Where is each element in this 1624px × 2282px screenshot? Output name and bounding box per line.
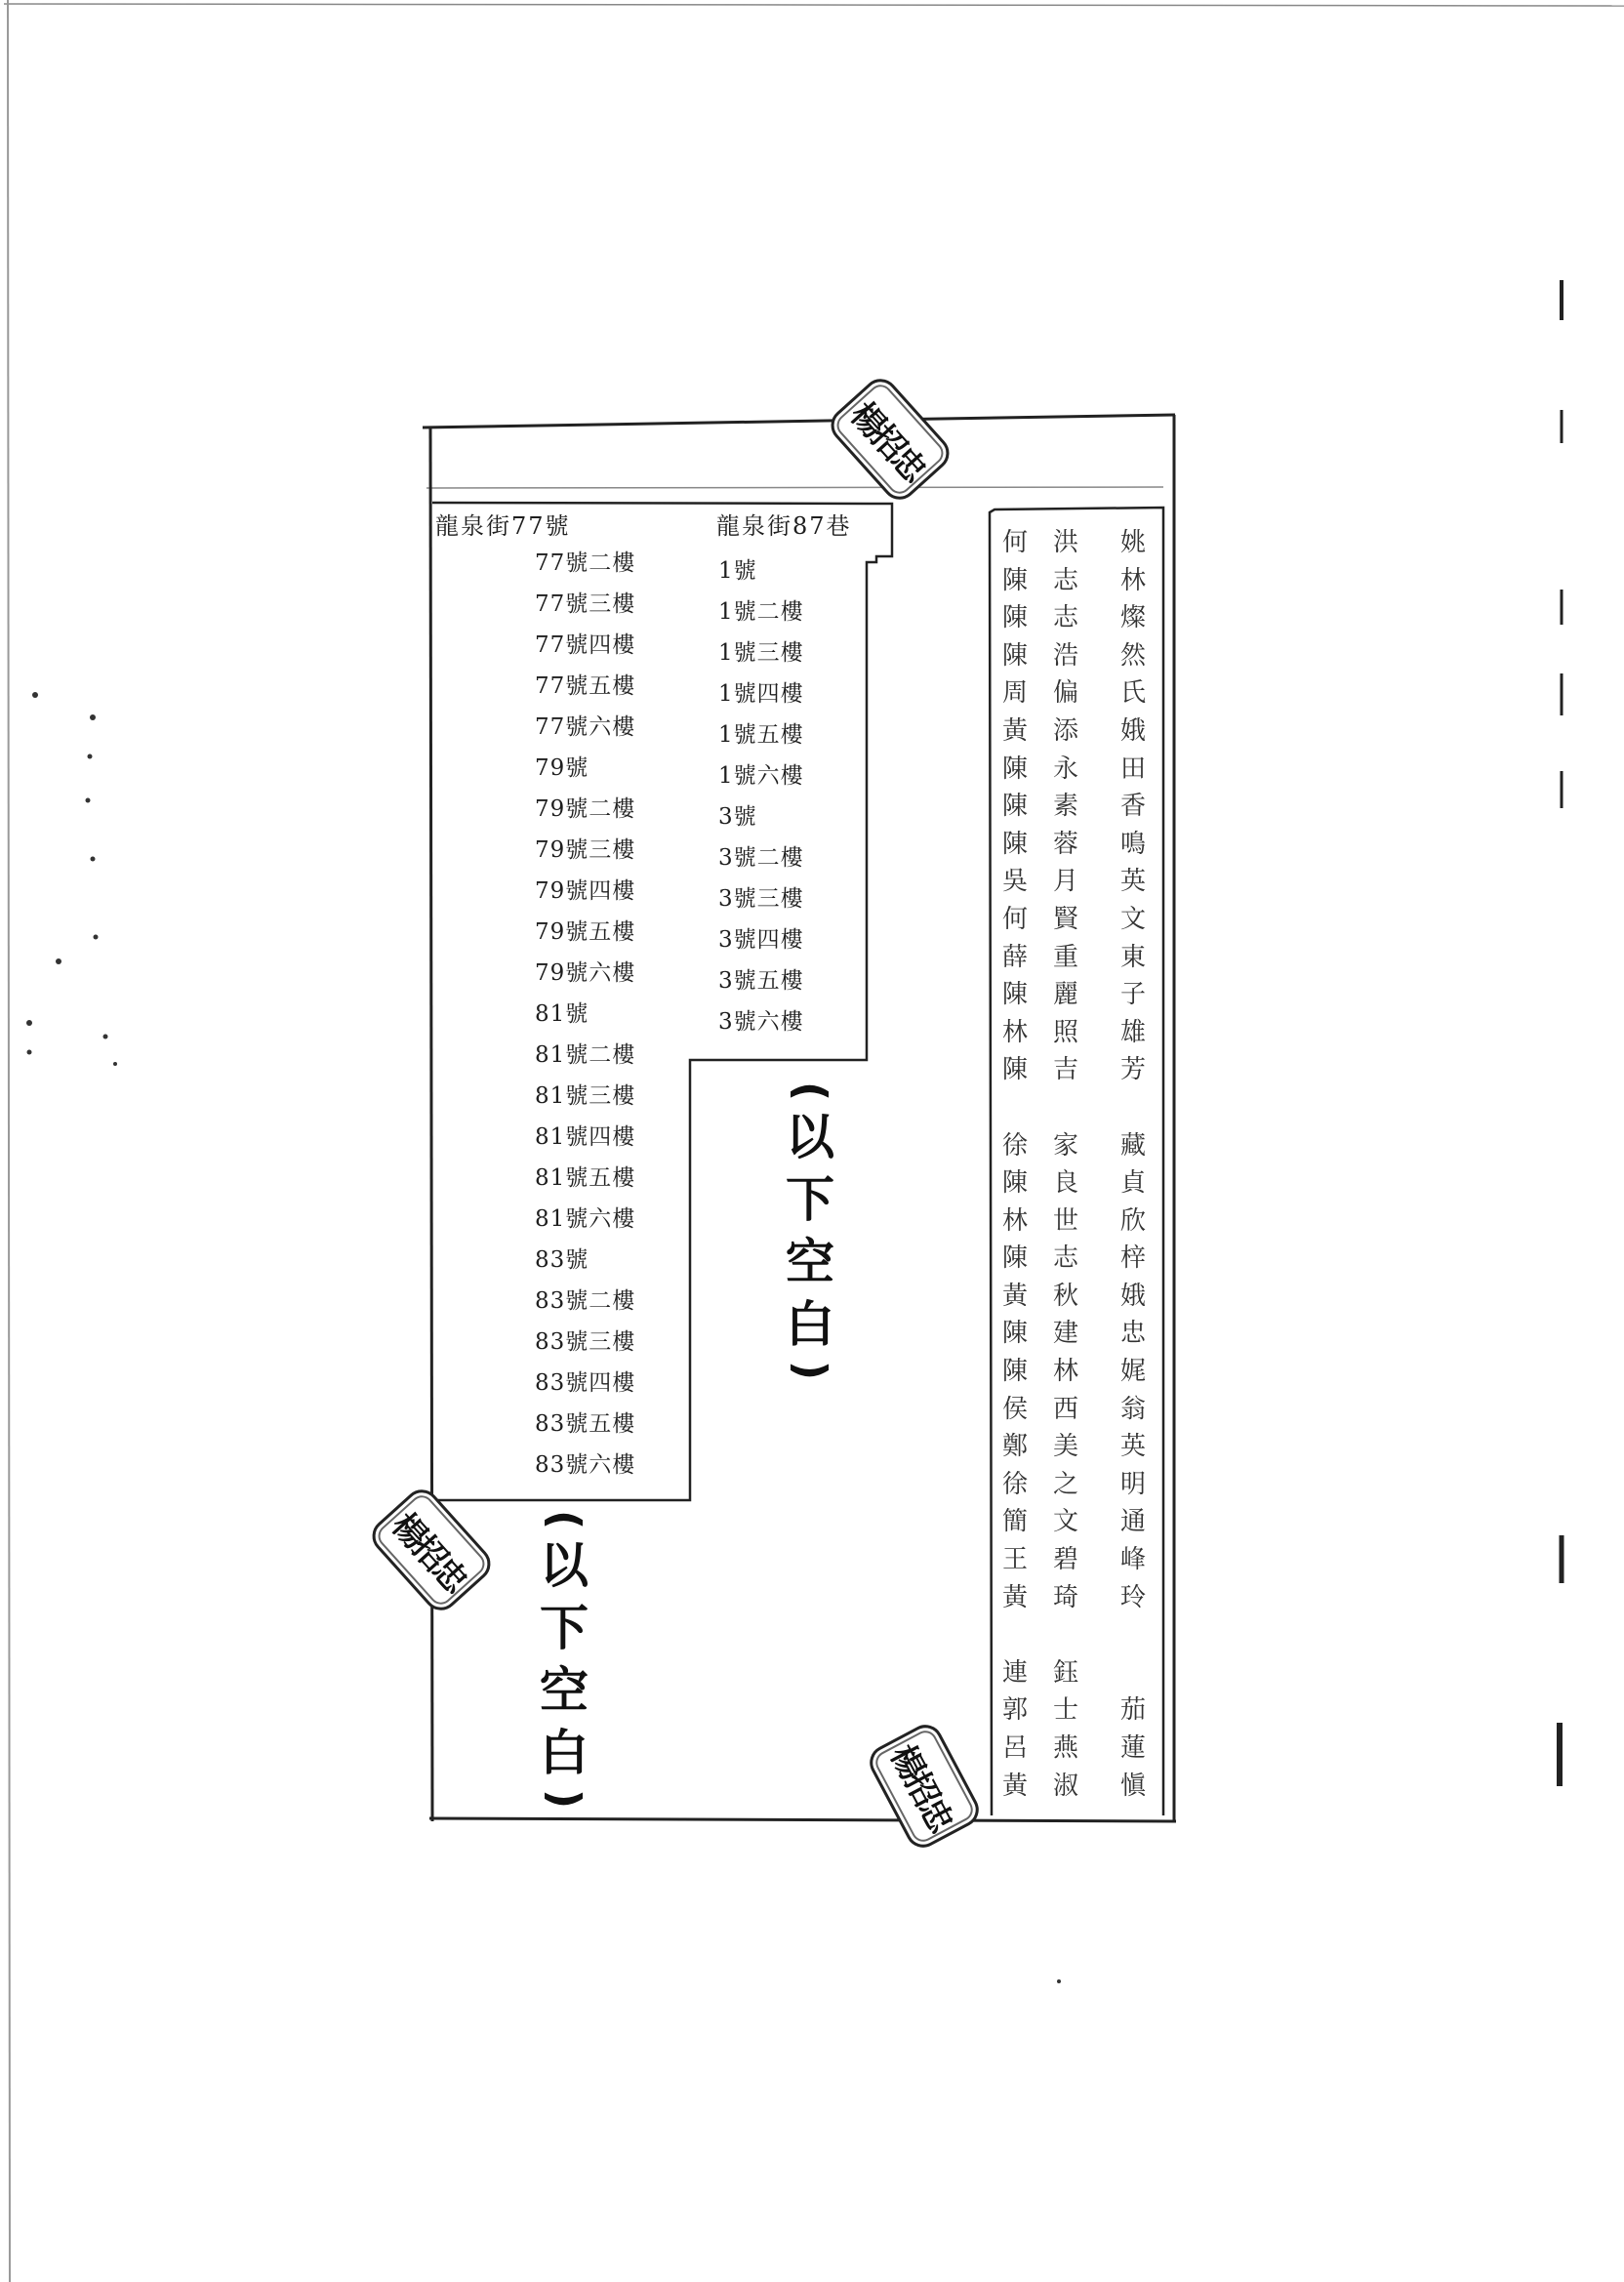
address-unit: 81號六樓	[535, 1206, 636, 1232]
address-unit: 77號四樓	[535, 632, 636, 658]
address-unit: 1號六樓	[718, 763, 804, 789]
close-paren: )	[786, 1360, 835, 1381]
name-char: 文	[1119, 904, 1146, 934]
name-char: 之	[1052, 1469, 1078, 1499]
close-paren: )	[540, 1788, 589, 1810]
address-unit: 3號	[718, 804, 757, 830]
name-char: 良	[1052, 1168, 1078, 1199]
name-char: 陳	[1001, 1168, 1028, 1199]
name-char: 周	[1001, 678, 1028, 709]
names-column-1	[995, 524, 1035, 1805]
address-list-right	[718, 550, 804, 1042]
name-char: 美	[1052, 1432, 1078, 1462]
address-unit: 83號二樓	[535, 1288, 636, 1314]
address-unit: 1號五樓	[718, 722, 804, 748]
name-char: 簡	[1001, 1507, 1028, 1537]
name-char: 陳	[1001, 1055, 1028, 1085]
name-char: 陳	[1001, 1243, 1028, 1274]
name-char: 通	[1119, 1507, 1146, 1537]
blank-note-char: 空	[540, 1662, 589, 1719]
name-char: 蓮	[1119, 1733, 1146, 1763]
name-char: 子	[1119, 980, 1146, 1010]
name-char: 王	[1001, 1545, 1028, 1575]
seal-stamp: 楊招忠	[365, 1483, 498, 1617]
open-paren: (	[540, 1509, 589, 1530]
name-char: 香	[1119, 792, 1146, 822]
name-char: 陳	[1001, 565, 1028, 595]
name-char: 陳	[1001, 754, 1028, 784]
name-char: 娥	[1119, 1281, 1146, 1311]
name-char: 氏	[1119, 678, 1146, 709]
name-char: 田	[1119, 754, 1146, 784]
address-unit: 1號三樓	[718, 640, 804, 666]
name-char: 林	[1052, 1357, 1078, 1387]
name-char: 偏	[1052, 678, 1078, 709]
name-char: 薛	[1001, 942, 1028, 972]
name-char: 陳	[1001, 603, 1028, 633]
name-char: 燕	[1052, 1733, 1078, 1763]
name-char: 鳴	[1119, 829, 1146, 859]
name-char: 蓉	[1052, 829, 1078, 859]
address-unit: 3號二樓	[718, 845, 804, 871]
name-char: 陳	[1001, 792, 1028, 822]
name-char	[1114, 1616, 1153, 1654]
name-char: 重	[1052, 942, 1078, 972]
address-unit: 81號	[535, 1001, 589, 1027]
name-char: 呂	[1001, 1733, 1028, 1763]
blank-below-note	[778, 1077, 842, 1385]
name-char: 黃	[1001, 1771, 1028, 1801]
name-char: 芳	[1119, 1055, 1146, 1085]
name-char: 碧	[1052, 1545, 1078, 1575]
address-unit: 81號五樓	[535, 1165, 636, 1191]
name-char: 賢	[1052, 904, 1078, 934]
name-char: 琦	[1052, 1582, 1078, 1612]
blank-note-char: 以	[540, 1537, 589, 1594]
blank-note-char: 下	[540, 1600, 589, 1656]
address-unit: 81號三樓	[535, 1083, 636, 1109]
name-char: 黃	[1001, 1281, 1028, 1311]
name-char: 照	[1052, 1017, 1078, 1047]
name-char: 娥	[1119, 715, 1146, 746]
name-char: 鈺	[1052, 1657, 1078, 1688]
name-char: 英	[1119, 1432, 1146, 1462]
name-char: 士	[1052, 1695, 1078, 1726]
address-unit: 77號三樓	[535, 591, 636, 617]
address-unit: 1號四樓	[718, 681, 804, 707]
address-list-left	[535, 543, 635, 1486]
address-unit: 1號二樓	[718, 599, 804, 625]
name-char: 添	[1052, 715, 1078, 746]
name-char: 然	[1119, 640, 1146, 671]
name-char: 侯	[1001, 1394, 1028, 1424]
name-char: 燦	[1119, 603, 1146, 633]
address-unit: 83號三樓	[535, 1329, 636, 1355]
name-char: 永	[1052, 754, 1078, 784]
names-column-2	[1046, 524, 1085, 1805]
address-unit: 3號三樓	[718, 886, 804, 912]
name-char: 欣	[1119, 1205, 1146, 1236]
name-char	[1114, 1089, 1153, 1127]
name-char: 梓	[1119, 1243, 1146, 1274]
name-char: 林	[1001, 1017, 1028, 1047]
address-unit: 79號三樓	[535, 837, 636, 863]
blank-note-char: 下	[786, 1171, 834, 1228]
name-char: 志	[1052, 603, 1078, 633]
name-char: 陳	[1001, 980, 1028, 1010]
name-char: 明	[1119, 1469, 1146, 1499]
name-char: 志	[1052, 1243, 1078, 1274]
name-char	[1046, 1089, 1085, 1127]
street-header-77: 龍泉街77號	[435, 512, 571, 540]
address-unit: 81號二樓	[535, 1042, 636, 1068]
street-header-87-lane: 龍泉街87巷	[716, 512, 852, 540]
seal-stamp: 楊招忠	[824, 372, 956, 507]
address-unit: 3號四樓	[718, 927, 804, 953]
name-char: 貞	[1119, 1168, 1146, 1199]
name-char: 娓	[1119, 1357, 1146, 1387]
address-unit: 81號四樓	[535, 1124, 636, 1150]
name-char: 何	[1001, 528, 1028, 557]
name-char: 何	[1001, 904, 1028, 934]
name-char: 建	[1052, 1319, 1078, 1349]
name-char: 林	[1001, 1205, 1028, 1236]
address-unit: 79號二樓	[535, 796, 636, 822]
names-column-3	[1114, 524, 1153, 1805]
name-char: 世	[1052, 1205, 1078, 1236]
name-char: 郭	[1001, 1695, 1028, 1726]
name-char: 黃	[1001, 1582, 1028, 1612]
name-char: 吉	[1052, 1055, 1078, 1085]
name-char: 東	[1119, 942, 1146, 972]
name-char: 藏	[1119, 1130, 1146, 1161]
name-char: 忠	[1119, 1319, 1146, 1349]
open-paren: (	[786, 1080, 835, 1102]
blank-note-char: 以	[786, 1109, 834, 1165]
name-char: 陳	[1001, 1319, 1028, 1349]
name-char: 林	[1119, 565, 1146, 595]
name-char: 黃	[1001, 715, 1028, 746]
name-char: 徐	[1001, 1130, 1028, 1161]
name-char: 吳	[1001, 867, 1028, 897]
name-char: 秋	[1052, 1281, 1078, 1311]
seal-stamp: 楊招忠	[864, 1719, 985, 1854]
address-unit: 79號六樓	[535, 960, 636, 986]
blank-below-note	[532, 1505, 596, 1813]
name-char: 淑	[1052, 1771, 1078, 1801]
name-char: 洪	[1052, 528, 1078, 557]
name-char: 鄭	[1001, 1432, 1028, 1462]
name-char: 英	[1119, 867, 1146, 897]
name-char: 月	[1052, 867, 1078, 897]
address-unit: 77號五樓	[535, 673, 636, 699]
address-unit: 79號四樓	[535, 878, 636, 904]
name-char: 陳	[1001, 1357, 1028, 1387]
name-char: 志	[1052, 565, 1078, 595]
name-char: 家	[1052, 1130, 1078, 1161]
name-char: 西	[1052, 1394, 1078, 1424]
address-unit: 1號	[718, 558, 757, 584]
address-unit: 83號六樓	[535, 1452, 636, 1478]
name-char: 浩	[1052, 640, 1078, 671]
name-char: 翁	[1119, 1394, 1146, 1424]
name-char: 峰	[1119, 1545, 1146, 1575]
name-char	[995, 1616, 1035, 1654]
name-char: 麗	[1052, 980, 1078, 1010]
name-char: 雄	[1119, 1017, 1146, 1047]
name-char: 愼	[1119, 1771, 1146, 1801]
blank-note-char: 白	[786, 1296, 834, 1353]
address-unit: 3號六樓	[718, 1009, 804, 1035]
name-char: 茄	[1119, 1695, 1146, 1726]
address-unit: 77號二樓	[535, 550, 636, 576]
name-char: 素	[1052, 792, 1078, 822]
address-unit: 83號	[535, 1247, 589, 1273]
name-char	[1114, 1654, 1153, 1692]
name-char: 玲	[1119, 1582, 1146, 1612]
address-unit: 3號五樓	[718, 968, 804, 994]
blank-note-char: 空	[786, 1234, 834, 1290]
address-unit: 79號	[535, 755, 589, 781]
name-char	[995, 1089, 1035, 1127]
name-char: 連	[1001, 1657, 1028, 1688]
address-unit: 83號五樓	[535, 1411, 636, 1437]
address-unit: 83號四樓	[535, 1370, 636, 1396]
name-char: 陳	[1001, 829, 1028, 859]
name-char: 文	[1052, 1507, 1078, 1537]
name-char: 姚	[1119, 528, 1146, 557]
name-char	[1046, 1616, 1085, 1654]
name-char: 陳	[1001, 640, 1028, 671]
name-char: 徐	[1001, 1469, 1028, 1499]
address-unit: 77號六樓	[535, 714, 636, 740]
address-unit: 79號五樓	[535, 919, 636, 945]
blank-note-char: 白	[540, 1725, 589, 1781]
